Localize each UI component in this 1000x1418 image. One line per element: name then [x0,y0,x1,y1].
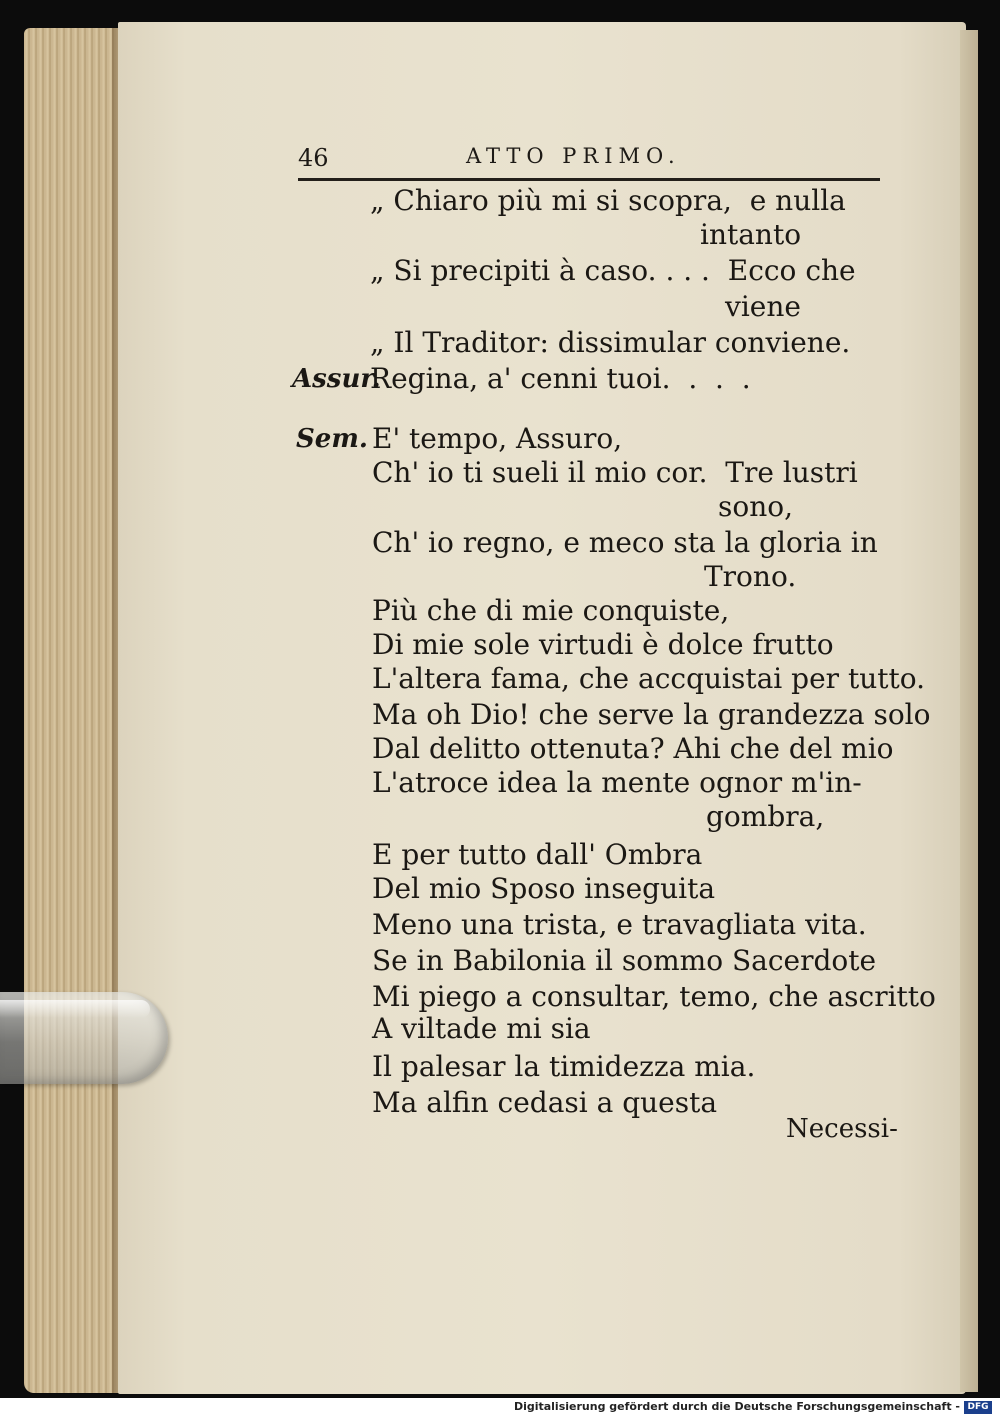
verse-line: E per tutto dall' Ombra [372,838,703,871]
running-head [298,142,880,180]
verse-line: Mi piego a consultar, temo, che ascritto [372,980,936,1013]
verse-line: sono, [718,490,794,523]
page-number: 46 [298,144,329,172]
verse-line: L'altera fama, che accquistai per tutto. [372,662,925,695]
funding-notice: Digitalisierung gefördert durch die Deutsche Forschungsgemeinschaft - [513,1400,960,1413]
verse-line: A viltade mi sia [372,1012,591,1045]
speaker-label: Sem. [296,424,368,454]
running-title: ATTO PRIMO. [466,144,681,168]
verse-line: E' tempo, Assuro, [372,422,623,455]
verse-line: Più che di mie conquiste, [372,594,730,627]
speaker-label: Assur. [292,364,381,394]
verse-line: viene [725,290,801,323]
verse-line: Ma oh Dio! che serve la grandezza solo [372,698,931,731]
verse-line: gombra, [706,800,825,833]
dfg-logo: DFG [964,1401,992,1414]
clip-highlight [0,1000,150,1018]
verse-line: „ Chiaro più mi si scopra, e nulla [370,184,846,217]
header-rule [298,178,880,181]
verse-line: Del mio Sposo inseguita [372,872,716,905]
verse-line: Ch' io ti sueli il mio cor. Tre lustri [372,456,858,489]
verse-line: Dal delitto ottenuta? Ahi che del mio [372,732,894,765]
verse-line: Meno una trista, e travagliata vita. [372,908,867,941]
verse-line: „ Il Traditor: dissimular conviene. [370,326,851,359]
footer-bar [0,1398,1000,1418]
verse-line: Regina, a' cenni tuoi. . . . [370,362,751,395]
next-page-edge [960,30,978,1392]
verse-line: „ Si precipiti à caso. . . . Ecco che [370,254,856,287]
verse-line: L'atroce idea la mente ognor m'in- [372,766,862,799]
verse-line: intanto [700,218,802,251]
page-edges [24,28,124,1393]
verse-line: Trono. [704,560,797,593]
verse-line: Di mie sole virtudi è dolce frutto [372,628,834,661]
verse-line: Ch' io regno, e meco sta la gloria in [372,526,878,559]
verse-line: Ma alfin cedasi a questa [372,1086,718,1119]
catchword: Necessi- [786,1114,898,1144]
verse-line: Se in Babilonia il sommo Sacerdote [372,944,877,977]
verse-line: Il palesar la timidezza mia. [372,1050,756,1083]
